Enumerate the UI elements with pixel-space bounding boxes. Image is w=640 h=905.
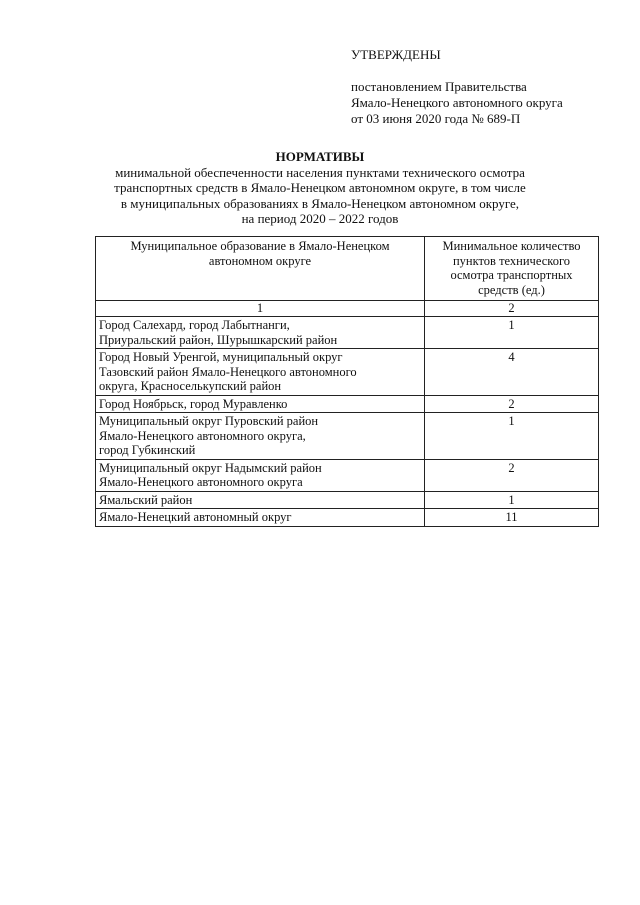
- table-row: [96, 459, 599, 491]
- subtitle-line: на период 2020 – 2022 годов: [241, 211, 399, 226]
- table-row: [96, 349, 599, 396]
- approval-stamp: [351, 47, 621, 127]
- municipality-cell: Ямало-Ненецкий автономный округ: [96, 509, 425, 527]
- table-row: [96, 491, 599, 509]
- subtitle-line: минимальной обеспеченности населения пунктами технического осмотра: [115, 164, 525, 180]
- approval-line: постановлением Правительства: [351, 79, 527, 94]
- header-municipality: Муниципальное образование в Ямало-Ненецком автономном округе: [96, 237, 425, 301]
- count-cell: 1: [425, 317, 599, 349]
- municipality-cell: Муниципальный округ Пуровский район Ямало-Ненецкого автономного округа, город Губкинский: [96, 413, 425, 460]
- document-heading: [60, 149, 580, 227]
- count-cell: 1: [425, 413, 599, 460]
- column-index-row: [96, 301, 599, 317]
- norms-table: [95, 236, 599, 527]
- count-cell: 4: [425, 349, 599, 396]
- table-row: [96, 413, 599, 460]
- subtitle-line: транспортных средств в Ямало-Ненецком автономном округе, в том числе: [114, 180, 526, 195]
- subtitle-line: в муниципальных образованиях в Ямало-Ненецком автономном округе,: [120, 195, 520, 211]
- column-index: 1: [96, 301, 425, 317]
- approval-line: Ямало-Ненецкого автономного округа: [351, 95, 563, 110]
- count-cell: 1: [425, 491, 599, 509]
- municipality-cell: Город Новый Уренгой, муниципальный округ Тазовский район Ямало-Ненецкого автономного округа, Красноселькупский район: [96, 349, 425, 396]
- header-min-count: Минимальное количество пунктов технического осмотра транспортных средств (ед.): [425, 237, 599, 301]
- table-row: [96, 317, 599, 349]
- municipality-cell: Муниципальный округ Надымский район Ямало-Ненецкого автономного округа: [96, 459, 425, 491]
- document-title: НОРМАТИВЫ: [275, 149, 365, 164]
- table-row: [96, 509, 599, 527]
- approval-line: от 03 июня 2020 года № 689-П: [351, 111, 521, 126]
- municipality-cell: Город Ноябрьск, город Муравленко: [96, 395, 425, 413]
- count-cell: 2: [425, 459, 599, 491]
- municipality-cell: Ямальский район: [96, 491, 425, 509]
- count-cell: 2: [425, 395, 599, 413]
- table-row: [96, 395, 599, 413]
- approved-label: УТВЕРЖДЕНЫ: [351, 47, 441, 62]
- column-index: 2: [425, 301, 599, 317]
- municipality-cell: Город Салехард, город Лабытнанги, Приуральский район, Шурышкарский район: [96, 317, 425, 349]
- count-cell: 11: [425, 509, 599, 527]
- table-header-row: [96, 237, 599, 301]
